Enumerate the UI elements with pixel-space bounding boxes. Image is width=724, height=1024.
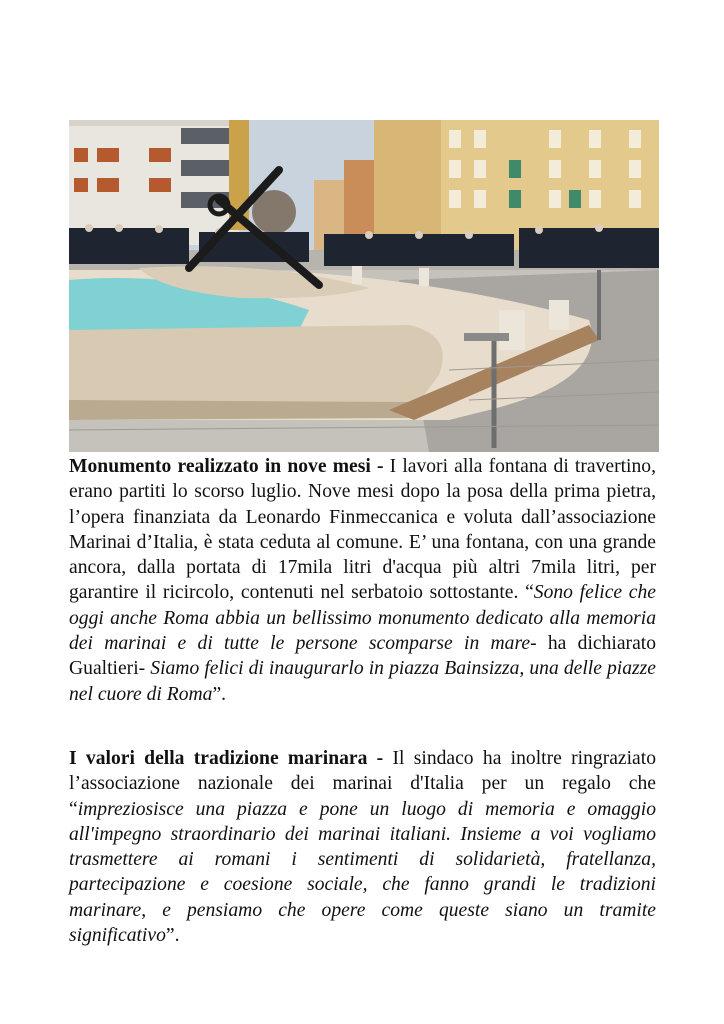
- quote-text: Siamo felici di inaugurarlo in piazza Bainsizza, una delle piazze nel cuore di Roma: [69, 658, 656, 705]
- section-heading: I valori della tradizione marinara -: [69, 748, 384, 769]
- quote-text: impreziosisce una piazza e pone un luogo di memoria e omaggio all'impegno straordinario dei marinai italiani. Insieme a voi vogliamo trasmettere ai romani i sentimenti di solidarietà, fratellanza, partecipazione e coesione sociale, che fanno grandi le tradizioni marinare, e pensiamo che opere come queste siano un tramite significativo: [69, 798, 656, 947]
- article-paragraph-1: [69, 454, 656, 707]
- paragraph-text: ”.: [212, 683, 227, 705]
- paragraph-text: - ha dichiarato Gualtieri-: [69, 633, 657, 680]
- quote-text: Sono felice che oggi anche Roma abbia un bellissimo monumento dedicato alla memoria dei marinai e di tutte le persone scomparse in mare: [69, 582, 656, 655]
- paragraph-text: I lavori alla fontana di travertino, erano partiti lo scorso luglio. Nove mesi dopo la posa della prima pietra, l’opera finanziata da Leonardo Finmeccanica e voluta dall’associazione Marinai d’Italia, è stata ceduta al comune. E’ una fontana, con una grande ancora, dalla portata di 17mila litri d'acqua più altri 7mila litri, per garantire il ricircolo, contenuti nel serbatoio sottostante. “: [69, 456, 656, 604]
- section-heading: Monumento realizzato in nove mesi -: [69, 456, 384, 477]
- paragraph-text: ”.: [165, 925, 180, 947]
- article-photo: [69, 120, 659, 452]
- paragraph-text: Il sindaco ha inoltre ringraziato l’associazione nazionale dei marinai d'Italia per un regalo che “: [69, 748, 656, 820]
- fountain-anchor-photo: [69, 120, 659, 452]
- article-paragraph-2: [69, 746, 656, 948]
